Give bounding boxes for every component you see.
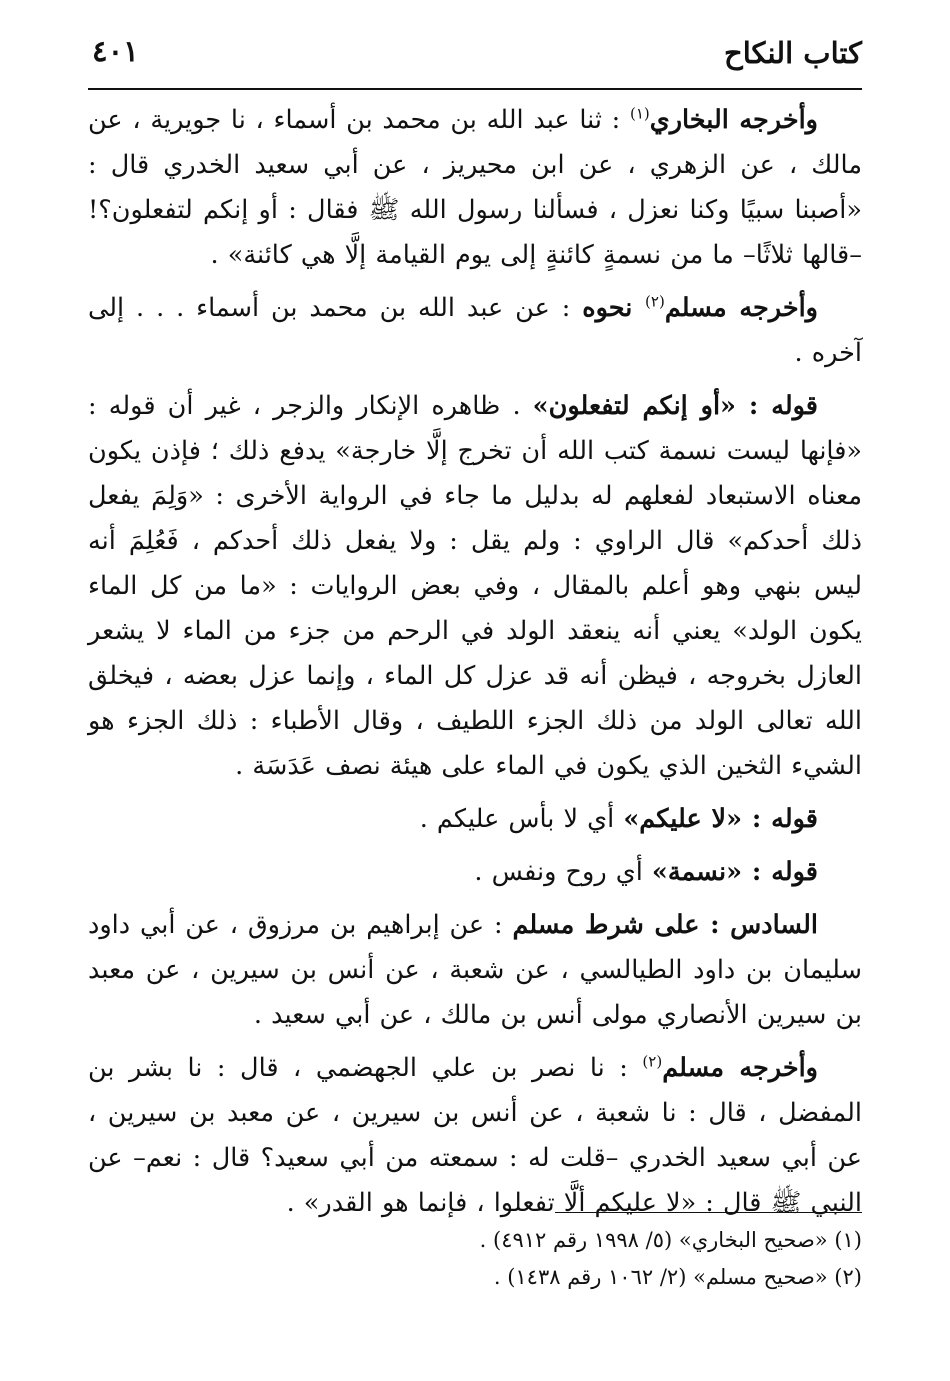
bold-lead: وأخرجه مسلم (662, 1053, 818, 1083)
running-title: كتاب النكاح (723, 36, 862, 70)
footnote-ref: (٢) (642, 1052, 663, 1071)
footnote-ref: (٢) (645, 292, 665, 311)
paragraph (88, 903, 862, 1038)
bold-lead: نحوه (582, 293, 646, 323)
text-run: : ثنا عبد الله بن محمد بن أسماء ، نا جويرية ، عن مالك ، عن الزهري ، عن ابن محيريز ، عن أبي سعيد الخدري قال : «أصبنا سبيًا وكنا نعزل ، فسألنا رسول الله ﷺ فقال : أو إنكم لتفعلون؟! –قالها ثلاثًا– ما من نسمةٍ كائنةٍ إلى يوم القيامة إلَّا هي كائنة» . (88, 105, 862, 270)
paragraph (88, 1046, 862, 1226)
bold-lead: قوله : «نسمة» (651, 857, 818, 887)
paragraph (88, 797, 862, 842)
footnotes (88, 1222, 862, 1296)
text-run: أي روح ونفس . (474, 857, 652, 887)
paragraph (88, 850, 862, 895)
text-run: : نا نصر بن علي الجهضمي ، قال : نا بشر بن المفضل ، قال : نا شعبة ، عن أنس بن سيرين ، عن معبد بن سيرين ، عن أبي سعيد الخدري –قلت له : سمعته من أبي سعيد؟ قال : نعم– عن النبي ﷺ قال : «لا عليكم ألَّا تفعلوا ، فإنما هو القدر» . (88, 1053, 862, 1218)
text-run: : عن إبراهيم بن مرزوق ، عن أبي داود سليمان بن داود الطيالسي ، عن شعبة ، عن أنس بن سيرين ، عن معبد بن سيرين الأنصاري مولى أنس بن مالك ، عن أبي سعيد . (88, 910, 862, 1030)
paragraph (88, 384, 862, 789)
footnote-2: (٢) «صحيح مسلم» (٢/ ١٠٦٢ رقم ١٤٣٨) . (493, 1265, 862, 1289)
paragraph (88, 286, 862, 376)
bold-lead: قوله : «أو إنكم لتفعلون» (532, 391, 818, 421)
header-divider (88, 88, 862, 90)
bold-lead: قوله : «لا عليكم» (623, 804, 818, 834)
text-run: : عن عبد الله بن محمد بن أسماء . . . إلى آخره . (88, 293, 862, 368)
footnote-1: (١) «صحيح البخاري» (٥/ ١٩٩٨ رقم ٤٩١٢) . (479, 1228, 862, 1252)
footnote-divider (555, 1212, 862, 1213)
text-run: . ظاهره الإنكار والزجر ، غير أن قوله : «فإنها ليست نسمة كتب الله أن تخرج إلَّا خارجة» يدفع ذلك ؛ فإذن يكون معناه الاستبعاد لفعلهم له بدليل ما جاء في الرواية الأخرى : «وَلِمَ يفعل ذلك أحدكم» قال الراوي : ولم يقل : ولا يفعل ذلك أحدكم ، فَعُلِمَ أنه ليس بنهي وهو أعلم بالمقال ، وفي بعض الروايات : «ما من كل الماء يكون الولد» يعني أنه ينعقد الولد في الرحم من جزء من الماء لا يشعر العازل بخروجه ، فيظن أنه قد عزل كل الماء ، وإنما عزل بعضه ، فيخلق الله تعالى الولد من ذلك الجزء اللطيف ، وقال الأطباء : ذلك الجزء هو الشيء الثخين الذي يكون في الماء على هيئة نصف عَدَسَة . (88, 391, 862, 781)
page-number: ٤٠١ (92, 34, 139, 68)
text-run: أي لا بأس عليكم . (419, 804, 624, 834)
bold-lead: وأخرجه البخاري (649, 105, 818, 135)
paragraph (88, 98, 862, 278)
bold-lead: السادس : على شرط مسلم (512, 910, 818, 940)
main-text (88, 98, 862, 1234)
footnote-ref: (١) (629, 104, 650, 123)
bold-lead: وأخرجه مسلم (664, 293, 818, 323)
page-header (88, 28, 862, 88)
